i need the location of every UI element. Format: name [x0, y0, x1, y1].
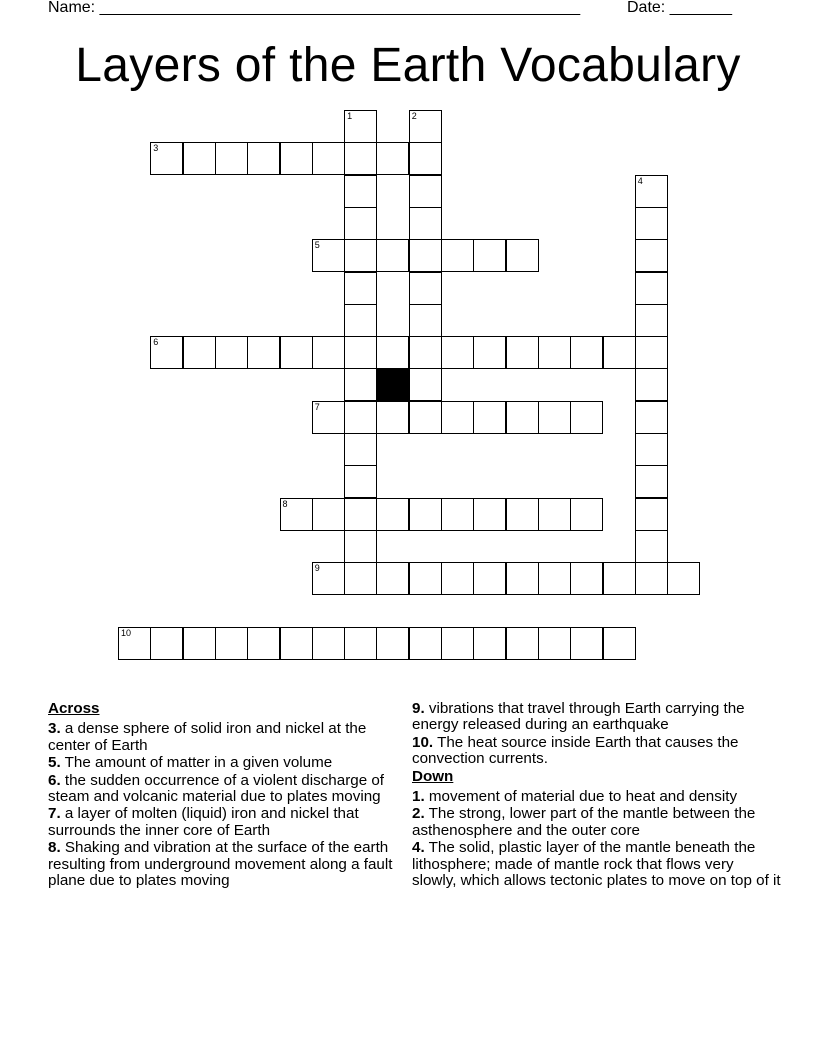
clue-down-2	[412, 806, 782, 839]
crossword-cell[interactable]	[538, 498, 571, 531]
clue-text: The solid, plastic layer of the mantle beneath the lithosphere; made of mantle rock that flows very slowly, which allows tectonic plates to move on top of it	[412, 839, 781, 890]
across-heading: Across	[48, 700, 100, 717]
crossword-cell[interactable]	[344, 272, 377, 305]
crossword-cell[interactable]	[344, 627, 377, 660]
crossword-cell[interactable]	[570, 562, 603, 595]
crossword-cell[interactable]	[667, 562, 700, 595]
clues-left-column	[48, 701, 398, 890]
crossword-cell[interactable]	[409, 401, 442, 434]
crossword-cell[interactable]	[344, 530, 377, 563]
clue-number: 8.	[48, 839, 61, 857]
crossword-cell[interactable]	[312, 498, 345, 531]
name-label: Name:	[48, 0, 100, 16]
clue-number: 5.	[48, 754, 61, 772]
crossword-cell[interactable]	[344, 465, 377, 498]
clue-across-3	[48, 721, 398, 754]
crossword-cell[interactable]	[409, 498, 442, 531]
crossword-cell[interactable]	[344, 142, 377, 175]
clue-down-4	[412, 840, 782, 889]
down-heading: Down	[412, 767, 454, 785]
clue-text: the sudden occurrence of a violent discharge of steam and volcanic material due to plates moving	[48, 771, 385, 806]
clue-number: 6.	[48, 771, 61, 789]
clue-text: movement of material due to heat and density	[424, 788, 738, 806]
clue-text: The strong, lower part of the mantle between the asthenosphere and the outer core	[412, 805, 756, 839]
clue-number-label: 7	[314, 401, 320, 412]
clue-text: The amount of matter in a given volume	[60, 754, 333, 772]
crossword-cell[interactable]	[183, 627, 216, 660]
clue-across-8	[48, 840, 398, 889]
crossword-cell[interactable]	[473, 627, 506, 660]
crossword-cell[interactable]	[247, 336, 280, 369]
crossword-cell[interactable]	[441, 401, 474, 434]
crossword-cell[interactable]	[409, 304, 442, 337]
crossword-cell[interactable]	[635, 498, 668, 531]
crossword-cell[interactable]	[603, 627, 636, 660]
crossword-cell[interactable]	[635, 562, 668, 595]
crossword-cell[interactable]	[506, 562, 539, 595]
clues-right-column	[412, 701, 782, 890]
crossword-cell[interactable]	[247, 627, 280, 660]
clue-text: a layer of molten (liquid) iron and nickel that surrounds the inner core of Earth	[48, 805, 359, 839]
crossword-cell[interactable]	[538, 562, 571, 595]
crossword-cell[interactable]	[376, 562, 409, 595]
crossword-cell[interactable]	[570, 498, 603, 531]
crossword-cell[interactable]	[473, 562, 506, 595]
crossword-cell[interactable]	[441, 562, 474, 595]
crossword-cell[interactable]	[280, 336, 313, 369]
clue-down-1	[412, 789, 782, 805]
crossword-cell[interactable]	[635, 304, 668, 337]
crossword-cell[interactable]	[441, 627, 474, 660]
crossword-cell[interactable]	[312, 336, 345, 369]
crossword-cell[interactable]	[376, 336, 409, 369]
crossword-cell[interactable]	[473, 336, 506, 369]
crossword-cell[interactable]	[635, 433, 668, 466]
crossword-cell[interactable]	[344, 110, 377, 143]
crossword-cell[interactable]	[376, 627, 409, 660]
crossword-cell[interactable]	[312, 142, 345, 175]
crossword-cell[interactable]	[150, 627, 183, 660]
clue-across-5	[48, 755, 398, 771]
crossword-cell[interactable]	[473, 239, 506, 272]
clue-across-10	[412, 735, 782, 768]
crossword-cell[interactable]	[570, 627, 603, 660]
crossword-cell[interactable]	[150, 142, 183, 175]
crossword-cell[interactable]	[312, 562, 345, 595]
crossword-cell[interactable]	[538, 336, 571, 369]
crossword-cell[interactable]	[409, 239, 442, 272]
crossword-cell[interactable]	[506, 498, 539, 531]
crossword-cell[interactable]	[344, 207, 377, 240]
crossword-cell[interactable]	[215, 336, 248, 369]
crossword-cell[interactable]	[150, 336, 183, 369]
clue-across-9	[412, 701, 782, 734]
crossword-cell[interactable]	[344, 368, 377, 401]
crossword-cell[interactable]	[344, 336, 377, 369]
crossword-cell[interactable]	[409, 207, 442, 240]
clue-number-label: 9	[314, 563, 320, 574]
crossword-cell[interactable]	[312, 401, 345, 434]
clue-number-label: 6	[153, 337, 159, 348]
crossword-cell[interactable]	[538, 401, 571, 434]
crossword-cell[interactable]	[409, 175, 442, 208]
clue-text: vibrations that travel through Earth carrying the energy released during an earthquake	[412, 700, 745, 734]
clue-number-label: 8	[282, 498, 288, 509]
crossword-cell[interactable]	[409, 368, 442, 401]
date-label: Date:	[627, 0, 670, 16]
crossword-cell[interactable]	[441, 239, 474, 272]
crossword-cell[interactable]	[312, 627, 345, 660]
crossword-cell[interactable]	[506, 401, 539, 434]
crossword-cell[interactable]	[344, 562, 377, 595]
crossword-cell[interactable]	[635, 207, 668, 240]
crossword-cell[interactable]	[635, 401, 668, 434]
date-line[interactable]: _______	[669, 0, 732, 16]
clue-number-label: 4	[637, 175, 643, 186]
crossword-cell[interactable]	[635, 368, 668, 401]
crossword-cell[interactable]	[409, 272, 442, 305]
crossword-cell[interactable]	[344, 304, 377, 337]
clue-across-7	[48, 806, 398, 839]
clue-number-label: 1	[347, 111, 353, 121]
crossword-cell[interactable]	[409, 142, 442, 175]
clue-across-6	[48, 773, 398, 806]
clue-number: 7.	[48, 805, 61, 823]
clue-number-label: 10	[121, 627, 132, 638]
crossword-cell[interactable]	[280, 627, 313, 660]
crossword-cell[interactable]	[376, 498, 409, 531]
crossword-cell[interactable]	[635, 239, 668, 272]
clue-number-label: 2	[411, 111, 417, 121]
crossword-cell[interactable]	[473, 498, 506, 531]
clue-number: 2.	[412, 805, 425, 823]
crossword-cell[interactable]	[409, 336, 442, 369]
clue-text: Shaking and vibration at the surface of the earth resulting from underground movement along a fault plane due to plates moving	[48, 839, 393, 890]
crossword-cell[interactable]	[280, 142, 313, 175]
crossword-cell[interactable]	[635, 272, 668, 305]
crossword-block-cell	[376, 368, 409, 401]
crossword-cell[interactable]	[280, 498, 313, 531]
crossword-cell[interactable]	[376, 142, 409, 175]
crossword-cell[interactable]	[409, 562, 442, 595]
crossword-cell[interactable]	[344, 239, 377, 272]
clue-number: 10.	[412, 733, 434, 751]
crossword-cell[interactable]	[473, 401, 506, 434]
crossword-cell[interactable]	[215, 142, 248, 175]
clue-text: The heat source inside Earth that causes the convection currents.	[412, 733, 739, 768]
clue-number: 9.	[412, 700, 425, 717]
crossword-cell[interactable]	[538, 627, 571, 660]
name-line[interactable]: ______________________________________________________	[99, 0, 581, 16]
crossword-cell[interactable]	[635, 336, 668, 369]
crossword-cell[interactable]	[570, 336, 603, 369]
page-title: Layers of the Earth Vocabulary	[75, 39, 741, 92]
crossword-cell[interactable]	[215, 627, 248, 660]
crossword-cell[interactable]	[603, 336, 636, 369]
crossword-cell[interactable]	[312, 239, 345, 272]
crossword-cell[interactable]	[183, 336, 216, 369]
crossword-cell[interactable]	[506, 627, 539, 660]
crossword-cell[interactable]	[344, 175, 377, 208]
crossword-cell[interactable]	[183, 142, 216, 175]
crossword-cell[interactable]	[344, 433, 377, 466]
crossword-cell[interactable]	[376, 401, 409, 434]
clue-number-label: 5	[314, 240, 320, 251]
crossword-cell[interactable]	[506, 336, 539, 369]
clue-number-label: 3	[153, 143, 159, 154]
crossword-cell[interactable]	[376, 239, 409, 272]
crossword-cell[interactable]	[603, 562, 636, 595]
crossword-cell[interactable]	[118, 627, 151, 660]
clue-number: 4.	[412, 839, 425, 857]
clue-text: a dense sphere of solid iron and nickel at the center of Earth	[48, 720, 367, 754]
crossword-cell[interactable]	[344, 401, 377, 434]
crossword-cell[interactable]	[506, 239, 539, 272]
clue-number: 1.	[412, 788, 425, 806]
crossword-cell[interactable]	[344, 498, 377, 531]
crossword-cell[interactable]	[635, 530, 668, 563]
clue-number: 3.	[48, 720, 61, 738]
crossword-cell[interactable]	[570, 401, 603, 434]
crossword-cell[interactable]	[441, 336, 474, 369]
crossword-cell[interactable]	[409, 110, 442, 143]
crossword-cell[interactable]	[409, 627, 442, 660]
crossword-cell[interactable]	[441, 498, 474, 531]
crossword-cell[interactable]	[635, 465, 668, 498]
crossword-cell[interactable]	[635, 175, 668, 208]
crossword-cell[interactable]	[247, 142, 280, 175]
